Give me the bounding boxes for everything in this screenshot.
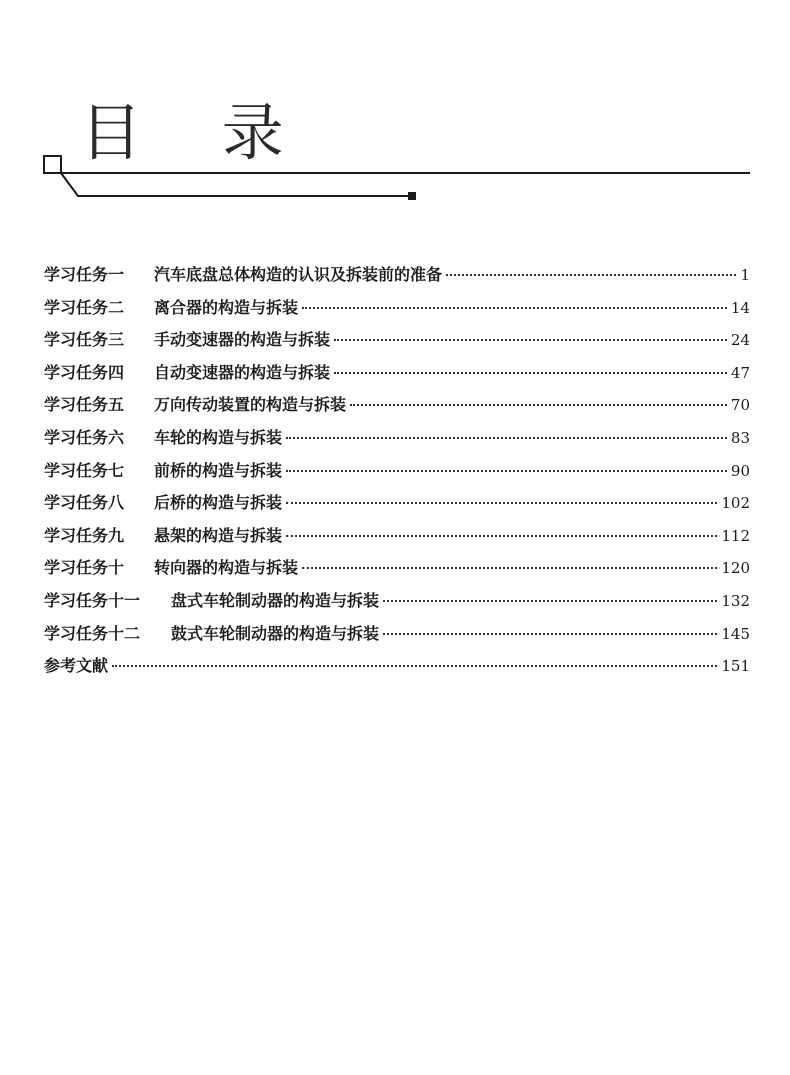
toc-title: 盘式车轮制动器的构造与拆装 xyxy=(171,590,380,610)
toc-task-label: 学习任务七 xyxy=(44,460,125,480)
title-rule-decoration xyxy=(0,0,790,210)
toc-title: 悬架的构造与拆装 xyxy=(154,525,283,545)
end-marker-icon xyxy=(408,192,416,200)
toc-page-number: 112 xyxy=(721,526,750,545)
dot-leader xyxy=(286,502,717,504)
toc-entry[interactable] xyxy=(44,393,750,426)
toc-page-number: 24 xyxy=(730,331,750,350)
toc-page-number: 151 xyxy=(721,657,750,676)
toc-task-label: 学习任务二 xyxy=(44,297,125,317)
toc-page-number: 145 xyxy=(721,624,750,643)
toc-entry[interactable] xyxy=(44,556,750,589)
toc-title: 转向器的构造与拆装 xyxy=(154,558,299,578)
dot-leader xyxy=(383,633,717,635)
corner-square-icon xyxy=(44,156,61,173)
connector-line xyxy=(61,173,410,196)
toc-entry-references[interactable] xyxy=(44,654,750,687)
toc-entry[interactable] xyxy=(44,361,750,394)
dot-leader xyxy=(334,339,727,341)
toc-title: 前桥的构造与拆装 xyxy=(154,460,283,480)
toc-page-number: 14 xyxy=(730,298,750,317)
toc-task-label: 学习任务八 xyxy=(44,493,125,513)
toc-task-label: 学习任务九 xyxy=(44,525,125,545)
toc-entry[interactable] xyxy=(44,263,750,296)
dot-leader xyxy=(350,404,727,406)
toc-title: 自动变速器的构造与拆装 xyxy=(154,362,331,382)
toc-task-label: 学习任务四 xyxy=(44,362,125,382)
toc-page-number: 70 xyxy=(730,396,750,415)
dot-leader xyxy=(286,437,727,439)
toc-page-number: 1 xyxy=(740,266,750,284)
dot-leader xyxy=(334,372,727,374)
toc-entry[interactable] xyxy=(44,589,750,622)
toc-title: 汽车底盘总体构造的认识及拆装前的准备 xyxy=(154,265,443,284)
page-title: 目 录 xyxy=(80,96,314,169)
toc-title: 离合器的构造与拆装 xyxy=(154,297,299,317)
toc-title: 手动变速器的构造与拆装 xyxy=(154,330,331,350)
toc-page-number: 120 xyxy=(721,559,750,578)
toc-task-label: 学习任务十一 xyxy=(44,590,141,610)
toc-entry[interactable] xyxy=(44,622,750,655)
toc-entry[interactable] xyxy=(44,328,750,361)
toc-task-label: 学习任务十二 xyxy=(44,623,141,643)
toc-title: 后桥的构造与拆装 xyxy=(154,493,283,513)
dot-leader xyxy=(302,567,717,569)
toc-entry[interactable] xyxy=(44,524,750,557)
toc-page-number: 47 xyxy=(730,363,750,382)
toc-task-label: 学习任务六 xyxy=(44,427,125,447)
toc-task-label: 学习任务五 xyxy=(44,395,125,415)
toc-task-label: 学习任务十 xyxy=(44,558,125,578)
toc-page-number: 132 xyxy=(721,591,750,610)
toc-title: 车轮的构造与拆装 xyxy=(154,427,283,447)
toc-entry[interactable] xyxy=(44,459,750,492)
dot-leader xyxy=(383,600,717,602)
dot-leader xyxy=(112,665,717,667)
dot-leader xyxy=(446,274,736,276)
toc-title: 万向传动装置的构造与拆装 xyxy=(154,395,347,415)
toc-page-number: 90 xyxy=(730,461,750,480)
toc-page-number: 102 xyxy=(721,494,750,513)
toc-title: 鼓式车轮制动器的构造与拆装 xyxy=(171,623,380,643)
toc-entry[interactable] xyxy=(44,491,750,524)
toc-page-number: 83 xyxy=(730,428,750,447)
dot-leader xyxy=(286,470,727,472)
dot-leader xyxy=(302,307,727,309)
dot-leader xyxy=(286,535,717,537)
toc-entry[interactable] xyxy=(44,426,750,459)
toc-task-label: 参考文献 xyxy=(44,656,109,676)
table-of-contents xyxy=(44,263,750,687)
toc-task-label: 学习任务三 xyxy=(44,330,125,350)
toc-entry[interactable] xyxy=(44,296,750,329)
toc-task-label: 学习任务一 xyxy=(44,265,125,284)
